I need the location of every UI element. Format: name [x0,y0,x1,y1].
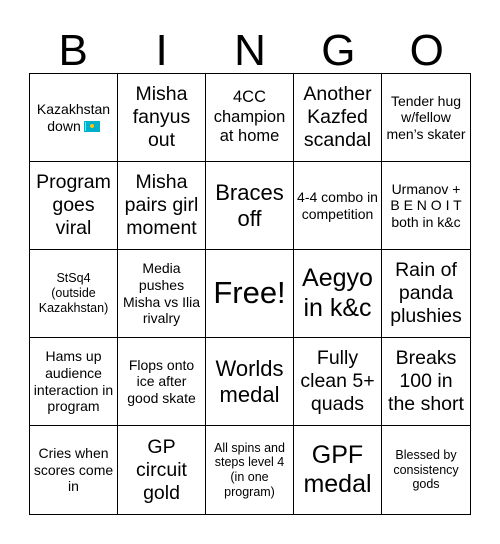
bingo-cell[interactable] [294,162,382,250]
bingo-cell[interactable] [206,426,294,514]
cell-text: Free! [213,275,286,311]
cell-text: Tender hug w/fellow men’s skater [386,92,466,142]
header-letter-n: N [234,26,266,75]
header-letter-b: B [58,26,88,75]
cell-text: Hams up audience interaction in program [33,348,114,415]
cell-text: Braces off [215,179,284,231]
cell-text: Another Kazfed scandal [303,83,372,151]
cell-text: Urmanov + B E N O I T both in k&c [390,180,462,230]
bingo-cell[interactable] [30,426,118,514]
bingo-cell[interactable] [118,338,206,426]
bingo-cell[interactable] [382,162,470,250]
bingo-cell[interactable] [118,426,206,514]
kazakhstan-flag-icon [84,121,100,132]
cell-text: GPF medal [303,440,372,498]
cell-text: Breaks 100 in the short [388,347,464,415]
bingo-cell[interactable] [118,74,206,162]
bingo-cell[interactable] [382,74,470,162]
cell-text: Aegyo in k&c [302,264,373,322]
bingo-cell[interactable] [294,426,382,514]
cell-text: Program goes viral [36,171,111,239]
bingo-cell[interactable] [118,250,206,338]
bingo-cell[interactable] [382,338,470,426]
cell-text: Flops onto ice after good skate [127,356,196,406]
cell-text: Blessed by consistency gods [393,447,459,492]
cell-text: Rain of panda plushies [390,259,462,327]
header-letter-i: I [155,26,168,75]
cell-text: GP circuit gold [136,435,187,504]
bingo-cell[interactable] [294,338,382,426]
cell-text: 4-4 combo in competition [297,188,378,222]
cell-text: StSq4 (outside Kazakhstan) [38,271,109,315]
bingo-header [29,22,471,80]
bingo-cell[interactable] [206,338,294,426]
bingo-cell[interactable] [118,162,206,250]
bingo-cell[interactable] [382,426,470,514]
cell-text: Misha fanyus out [132,83,191,151]
bingo-cell[interactable] [206,162,294,250]
cell-text: Fully clean 5+ quads [300,347,375,415]
bingo-cell[interactable] [206,74,294,162]
cell-text: Kazakhstan down [36,100,111,134]
header-letter-o: O [409,26,444,75]
bingo-cell[interactable] [30,74,118,162]
bingo-grid [29,73,471,515]
cell-text: 4CC champion at home [213,88,286,146]
bingo-cell[interactable] [382,250,470,338]
bingo-cell[interactable] [294,74,382,162]
cell-text: Worlds medal [215,355,284,407]
cell-text: All spins and steps level 4 (in one program) [214,440,285,499]
bingo-free-cell[interactable] [206,250,294,338]
cell-text: Media pushes Misha vs Ilia rivalry [122,260,201,327]
cell-text: Misha pairs girl moment [124,171,199,239]
bingo-cell[interactable] [30,338,118,426]
bingo-cell[interactable] [294,250,382,338]
bingo-cell[interactable] [30,162,118,250]
cell-text: Cries when scores come in [33,445,114,495]
header-letter-g: G [321,26,356,75]
bingo-cell[interactable] [30,250,118,338]
